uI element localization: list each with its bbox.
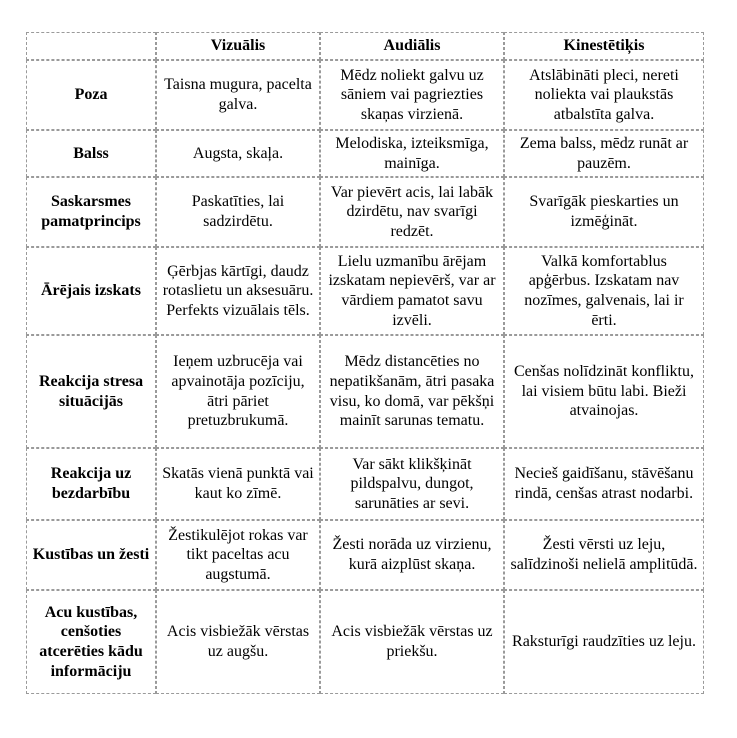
table-row	[26, 130, 704, 177]
header-row	[26, 32, 704, 60]
table-cell: Žestikulējot rokas var tikt paceltas acu augstumā.	[156, 520, 320, 590]
table-cell: Zema balss, mēdz runāt ar pauzēm.	[504, 130, 704, 177]
table-cell: Mēdz distancēties no nepatikšanām, ātri pasaka visu, ko domā, var pēkšņi mainīt sarunas tematu.	[320, 335, 504, 448]
table-cell: Žesti norāda uz virzienu, kurā aizplūst skaņa.	[320, 520, 504, 590]
table-cell: Melodiska, izteiksmīga, mainīga.	[320, 130, 504, 177]
table-cell: Atslābināti pleci, nereti noliekta vai plaukstās atbalstīta galva.	[504, 60, 704, 130]
table-row	[26, 247, 704, 335]
table-cell: Žesti vērsti uz leju, salīdzinoši nelielā amplitūdā.	[504, 520, 704, 590]
table-cell: Acis visbiežāk vērstas uz priekšu.	[320, 590, 504, 694]
vak-comparison-table-wrap	[26, 32, 704, 694]
table-row	[26, 177, 704, 247]
col-header-audialis: Audiālis	[320, 32, 504, 60]
vak-comparison-table	[26, 32, 704, 694]
row-header-poza: Poza	[26, 60, 156, 130]
table-cell: Ģērbjas kārtīgi, daudz rotaslietu un aksesuāru. Perfekts vizuālais tēls.	[156, 247, 320, 335]
table-cell: Ieņem uzbrucēja vai apvainotāja pozīciju, ātri pāriet pretuzbrukumā.	[156, 335, 320, 448]
table-row	[26, 335, 704, 448]
table-cell: Lielu uzmanību ārējam izskatam nepievērš, var ar vārdiem pamatot savu izvēli.	[320, 247, 504, 335]
table-cell: Raksturīgi raudzīties uz leju.	[504, 590, 704, 694]
table-cell: Augsta, skaļa.	[156, 130, 320, 177]
table-cell: Necieš gaidīšanu, stāvēšanu rindā, cenšas atrast nodarbi.	[504, 448, 704, 520]
row-header-acu-kustibas: Acu kustības, cenšoties atcerēties kādu informāciju	[26, 590, 156, 694]
table-row	[26, 520, 704, 590]
row-header-balss: Balss	[26, 130, 156, 177]
table-row	[26, 590, 704, 694]
table-cell: Var pievērt acis, lai labāk dzirdētu, nav svarīgi redzēt.	[320, 177, 504, 247]
table-cell: Paskatīties, lai sadzirdētu.	[156, 177, 320, 247]
row-header-saskarsmes-pamatprincips: Saskarsmes pamatprincips	[26, 177, 156, 247]
table-cell: Svarīgāk pieskarties un izmēģināt.	[504, 177, 704, 247]
table-row	[26, 60, 704, 130]
table-cell: Valkā komfortablus apģērbus. Izskatam nav nozīmes, galvenais, lai ir ērti.	[504, 247, 704, 335]
table-cell: Taisna mugura, pacelta galva.	[156, 60, 320, 130]
row-header-reakcija-stresa-situacijas: Reakcija stresa situācijās	[26, 335, 156, 448]
table-cell: Mēdz noliekt galvu uz sāniem vai pagriezties skaņas virzienā.	[320, 60, 504, 130]
row-header-arejais-izskats: Ārējais izskats	[26, 247, 156, 335]
table-row	[26, 448, 704, 520]
table-cell: Cenšas nolīdzināt konfliktu, lai visiem būtu labi. Bieži atvainojas.	[504, 335, 704, 448]
corner-cell	[26, 32, 156, 60]
row-header-reakcija-uz-bezdarbibu: Reakcija uz bezdarbību	[26, 448, 156, 520]
col-header-vizualis: Vizuālis	[156, 32, 320, 60]
table-cell: Var sākt klikšķināt pildspalvu, dungot, sarunāties ar sevi.	[320, 448, 504, 520]
col-header-kinestetikis: Kinestētiķis	[504, 32, 704, 60]
row-header-kustibas-un-zesti: Kustības un žesti	[26, 520, 156, 590]
table-cell: Skatās vienā punktā vai kaut ko zīmē.	[156, 448, 320, 520]
table-cell: Acis visbiežāk vērstas uz augšu.	[156, 590, 320, 694]
